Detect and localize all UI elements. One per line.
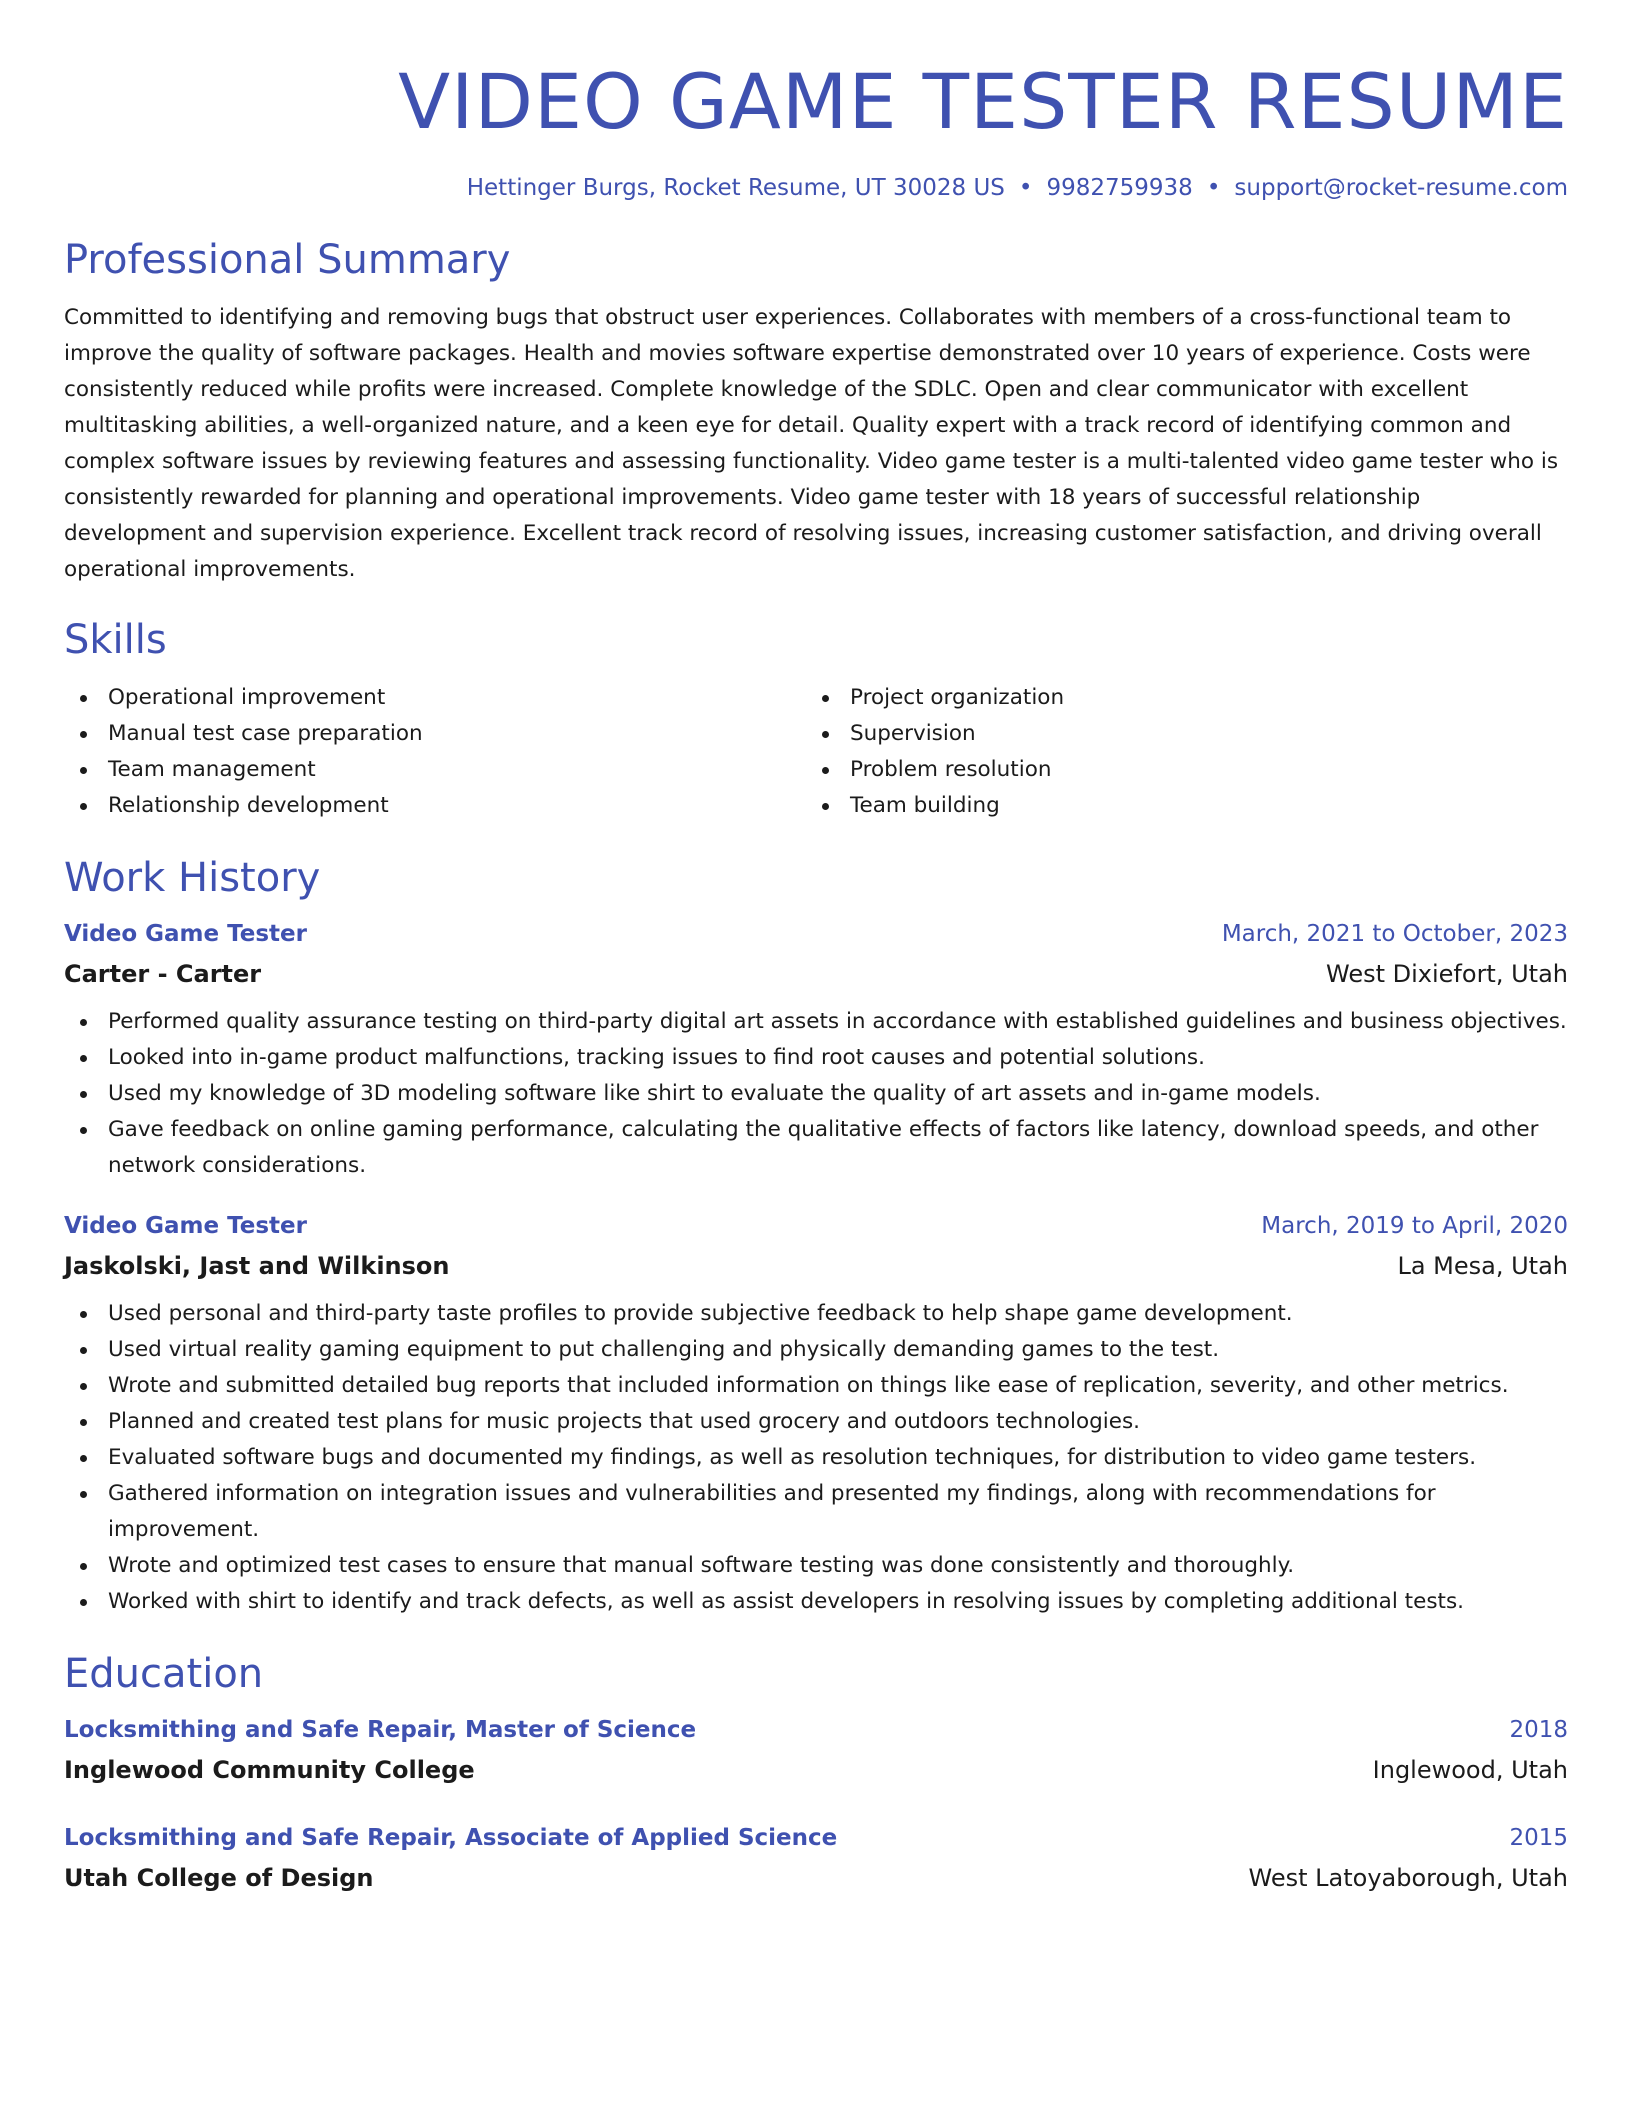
education-header-row bbox=[64, 1818, 1568, 1858]
skill-item: Team building bbox=[806, 788, 1548, 824]
job-employer-row bbox=[64, 1246, 1568, 1286]
education-school: Inglewood Community College bbox=[64, 1756, 475, 1784]
job-bullet: Performed quality assurance testing on third-party digital art assets in accordance with established guidelines and business objectives. bbox=[64, 1004, 1568, 1040]
job-employer: Carter - Carter bbox=[64, 960, 262, 988]
job-bullet: Looked into in-game product malfunctions, tracking issues to find root causes and potential solutions. bbox=[64, 1040, 1568, 1076]
summary-text: Committed to identifying and removing bugs that obstruct user experiences. Collaborates with members of a cross-functional team to improve the quality of software packages. Health and movies software expertise demonstrated over 10 years of experience. Costs were consistently reduced while profits were increased. Complete knowledge of the SDLC. Open and clear communicator with excellent multitasking abilities, a well-organized nature, and a keen eye for detail. Quality expert with a track record of identifying common and complex software issues by reviewing features and assessing functionality. Video game tester is a multi-talented video game tester who is consistently rewarded for planning and operational improvements. Video game tester with 18 years of successful relationship development and supervision experience. Excellent track record of resolving issues, increasing customer satisfaction, and driving overall operational improvements. bbox=[64, 305, 1559, 582]
skill-item: Problem resolution bbox=[806, 752, 1548, 788]
skills-list bbox=[64, 680, 1568, 824]
contact-email: support@rocket-resume.com bbox=[1234, 175, 1568, 201]
skill-item: Team management bbox=[64, 752, 806, 788]
job-bullets bbox=[64, 1296, 1568, 1620]
job-bullet: Evaluated software bugs and documented my findings, as well as resolution techniques, for distribution to video game testers. bbox=[64, 1440, 1568, 1476]
education-location: West Latoyaborough, Utah bbox=[1248, 1864, 1568, 1892]
job-employer-row bbox=[64, 954, 1568, 994]
education-degree: Locksmithing and Safe Repair, Master of Science bbox=[64, 1717, 697, 1743]
job-location: West Dixiefort, Utah bbox=[1326, 960, 1568, 988]
job-title: Video Game Tester bbox=[64, 1213, 307, 1239]
education-entry bbox=[64, 1710, 1568, 1790]
education-school-row bbox=[64, 1858, 1568, 1898]
job-entry bbox=[64, 1206, 1568, 1620]
job-bullet: Used personal and third-party taste profiles to provide subjective feedback to help shape game development. bbox=[64, 1296, 1568, 1332]
education-header-row bbox=[64, 1710, 1568, 1750]
skill-item: Manual test case preparation bbox=[64, 716, 806, 752]
resume-page bbox=[64, 0, 1568, 1898]
skill-item: Supervision bbox=[806, 716, 1548, 752]
contact-separator: • bbox=[1206, 175, 1221, 201]
work-heading: Work History bbox=[64, 855, 321, 901]
job-location: La Mesa, Utah bbox=[1397, 1252, 1568, 1280]
job-dates: March, 2021 to October, 2023 bbox=[1221, 921, 1568, 947]
job-entry bbox=[64, 914, 1568, 1184]
resume-title: VIDEO GAME TESTER RESUME bbox=[398, 57, 1568, 146]
education-location: Inglewood, Utah bbox=[1372, 1756, 1568, 1784]
summary-heading: Professional Summary bbox=[64, 237, 511, 283]
education-entry bbox=[64, 1818, 1568, 1898]
job-bullet: Worked with shirt to identify and track defects, as well as assist developers in resolving issues by completing additional tests. bbox=[64, 1584, 1568, 1620]
job-bullet: Wrote and optimized test cases to ensure that manual software testing was done consistently and thoroughly. bbox=[64, 1548, 1568, 1584]
job-bullet: Planned and created test plans for music projects that used grocery and outdoors technologies. bbox=[64, 1404, 1568, 1440]
job-bullet: Wrote and submitted detailed bug reports that included information on things like ease of replication, severity, and other metrics. bbox=[64, 1368, 1568, 1404]
job-bullet: Gathered information on integration issues and vulnerabilities and presented my findings, along with recommendations for improvement. bbox=[64, 1476, 1568, 1548]
education-year: 2018 bbox=[1509, 1717, 1568, 1743]
education-school-row bbox=[64, 1750, 1568, 1790]
job-bullet: Used virtual reality gaming equipment to put challenging and physically demanding games to the test. bbox=[64, 1332, 1568, 1368]
skill-item: Operational improvement bbox=[64, 680, 806, 716]
job-bullet: Used my knowledge of 3D modeling software like shirt to evaluate the quality of art assets and in-game models. bbox=[64, 1076, 1568, 1112]
contact-separator: • bbox=[1018, 175, 1033, 201]
contact-line bbox=[64, 172, 1568, 204]
contact-address: Hettinger Burgs, Rocket Resume, UT 30028 US bbox=[466, 175, 1005, 201]
job-title: Video Game Tester bbox=[64, 921, 307, 947]
job-bullet: Gave feedback on online gaming performance, calculating the qualitative effects of factors like latency, download speeds, and other network considerations. bbox=[64, 1112, 1568, 1184]
education-year: 2015 bbox=[1509, 1825, 1568, 1851]
skills-column-left bbox=[64, 680, 806, 824]
skills-column-right bbox=[806, 680, 1548, 824]
skills-heading: Skills bbox=[64, 617, 167, 663]
education-heading: Education bbox=[64, 1651, 264, 1697]
job-dates: March, 2019 to April, 2020 bbox=[1261, 1213, 1568, 1239]
job-bullets bbox=[64, 1004, 1568, 1184]
education-degree: Locksmithing and Safe Repair, Associate of Applied Science bbox=[64, 1825, 838, 1851]
job-header-row bbox=[64, 914, 1568, 954]
education-school: Utah College of Design bbox=[64, 1864, 374, 1892]
skill-item: Project organization bbox=[806, 680, 1548, 716]
job-employer: Jaskolski, Jast and Wilkinson bbox=[64, 1252, 450, 1280]
job-header-row bbox=[64, 1206, 1568, 1246]
contact-phone: 9982759938 bbox=[1046, 175, 1193, 201]
skill-item: Relationship development bbox=[64, 788, 806, 824]
